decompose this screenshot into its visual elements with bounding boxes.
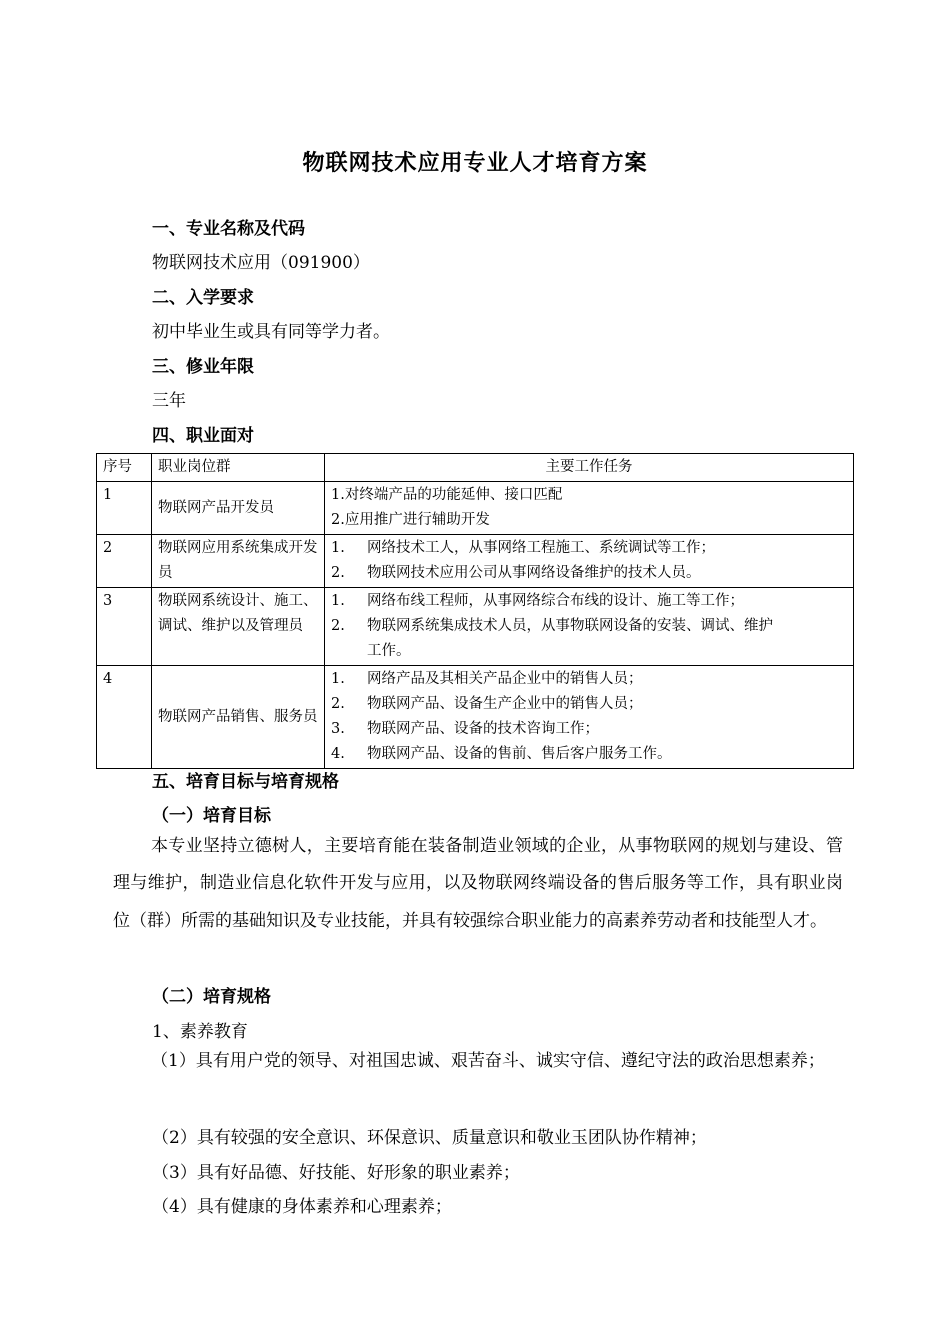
task-item: [331, 561, 847, 586]
table-row: [97, 588, 854, 666]
table-row: [97, 482, 854, 535]
row-role: 物联网应用系统集成开发员: [152, 535, 325, 588]
task-item: [331, 614, 847, 639]
list-item: （4）具有健康的身体素养和心理素养；: [152, 1197, 452, 1217]
list-item: （2）具有较强的安全意识、环保意识、质量意识和敬业玉团队协作精神；: [152, 1128, 707, 1148]
task-item: [331, 692, 847, 717]
task-item: [331, 717, 847, 742]
task-continuation: 工作。: [367, 643, 411, 659]
list-item: （3）具有好品德、好技能、好形象的职业素养；: [152, 1163, 520, 1183]
document-title: 物联网技术应用专业人才培育方案: [302, 151, 648, 176]
row-no: 4: [97, 666, 152, 769]
task-text: 网络布线工程师，从事网络综合布线的设计、施工等工作；: [367, 593, 744, 609]
section-3-heading: 三、修业年限: [152, 357, 254, 377]
table-header-row: [97, 454, 854, 482]
task-item: [331, 742, 847, 767]
training-goal-paragraph: 本专业坚持立德树人，主要培育能在装备制造业领域的企业，从事物联网的规划与建设、管理与维护，制造业信息化软件开发与应用，以及物联网终端设备的售后服务等工作，具有职业岗位（群）所需的基础知识及专业技能，并具有较强综合职业能力的高素养劳动者和技能型人才。: [113, 836, 843, 931]
task-item: 2.应用推广进行辅助开发: [331, 512, 490, 528]
task-number: 2.: [331, 565, 345, 581]
list-item: （1）具有用户党的领导、对祖国忠诚、艰苦奋斗、诚实守信、遵纪守法的政治思想素养；: [151, 1051, 825, 1071]
task-number: 1.: [331, 540, 345, 556]
task-item: [331, 536, 847, 561]
section-1-heading: 一、专业名称及代码: [152, 219, 305, 239]
row-role: 物联网系统设计、施工、调试、维护以及管理员: [152, 588, 325, 666]
task-number: 2.: [331, 696, 345, 712]
task-number: 4.: [331, 746, 345, 762]
section-2-heading: 二、入学要求: [152, 288, 254, 308]
table-row: [97, 666, 854, 769]
task-item: 1.对终端产品的功能延伸、接口匹配: [331, 487, 563, 503]
task-text: 物联网技术应用公司从事网络设备维护的技术人员。: [367, 565, 701, 581]
task-text: 物联网产品、设备的技术咨询工作；: [367, 721, 599, 737]
header-no: 序号: [97, 454, 152, 482]
task-text: 网络产品及其相关产品企业中的销售人员；: [367, 671, 643, 687]
section-4-heading: 四、职业面对: [152, 426, 254, 446]
section-3-text: 三年: [152, 391, 186, 411]
task-text: 物联网产品、设备的售前、售后客户服务工作。: [367, 746, 672, 762]
row-tasks: [325, 482, 854, 535]
task-number: 1.: [331, 671, 345, 687]
list-title: 1、素养教育: [152, 1022, 248, 1042]
row-no: 1: [97, 482, 152, 535]
section-5-heading: 五、培育目标与培育规格: [152, 772, 339, 792]
row-tasks: [325, 666, 854, 769]
header-tasks: 主要工作任务: [325, 454, 854, 482]
row-no: 2: [97, 535, 152, 588]
career-table: [96, 453, 854, 769]
row-role: 物联网产品销售、服务员: [152, 666, 325, 769]
task-text: 物联网产品、设备生产企业中的销售人员；: [367, 696, 643, 712]
row-tasks: [325, 535, 854, 588]
task-text: 物联网系统集成技术人员，从事物联网设备的安装、调试、维护: [367, 618, 773, 634]
task-number: 1.: [331, 593, 345, 609]
section-2-text: 初中毕业生或具有同等学力者。: [152, 322, 390, 342]
task-text: 网络技术工人，从事网络工程施工、系统调试等工作；: [367, 540, 715, 556]
subsection-2-heading: （二）培育规格: [152, 987, 271, 1007]
task-item: [331, 589, 847, 614]
task-item: [331, 667, 847, 692]
header-role: 职业岗位群: [152, 454, 325, 482]
row-tasks: [325, 588, 854, 666]
task-number: 3.: [331, 721, 345, 737]
row-no: 3: [97, 588, 152, 666]
section-1-text: 物联网技术应用（091900）: [152, 253, 370, 273]
subsection-1-heading: （一）培育目标: [152, 806, 271, 826]
row-role: 物联网产品开发员: [152, 482, 325, 535]
task-number: 2.: [331, 618, 345, 634]
table-row: [97, 535, 854, 588]
